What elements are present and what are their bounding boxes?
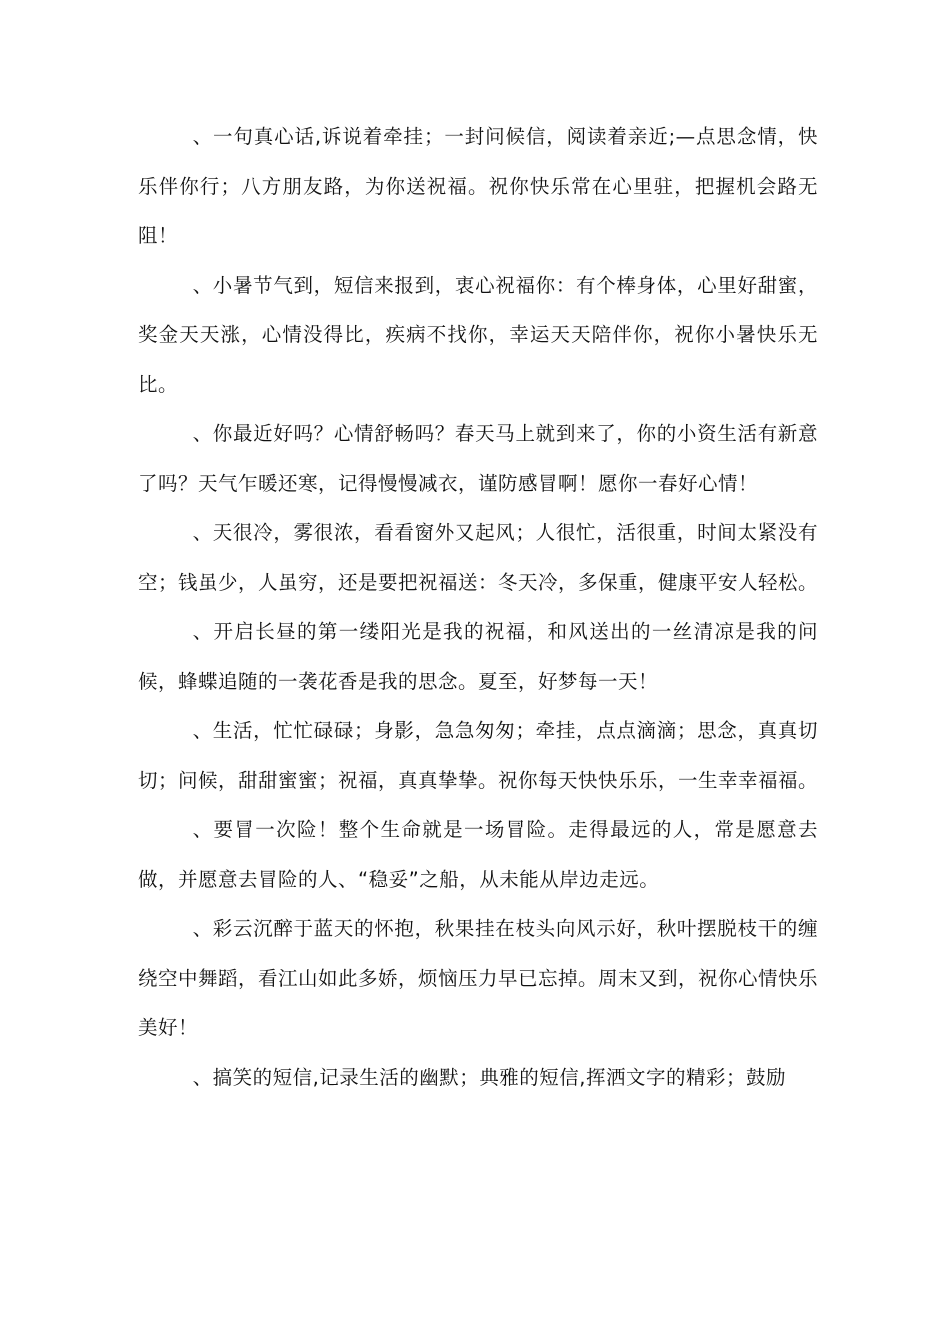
paragraph-5: 、开启长昼的第一缕阳光是我的祝福，和风送出的一丝清凉是我的问候，蜂蝶追随的一袭花香是我的思念。夏至，好梦每一天！ — [138, 620, 818, 693]
paragraph-7: 、要冒一次险！整个生命就是一场冒险。走得最远的人，常是愿意去做，并愿意去冒险的人、“稳妥”之船，从未能从岸边走远。 — [138, 818, 818, 891]
paragraph-2: 、小暑节气到，短信来报到，衷心祝福你：有个棒身体，心里好甜蜜，奖金天天涨，心情没得比，疾病不找你，幸运天天陪伴你，祝你小暑快乐无比。 — [138, 273, 818, 396]
paragraph-1: 、一句真心话,诉说着牵挂；一封问候信，阅读着亲近;—点思念情，快乐伴你行；八方朋友路，为你送祝福。祝你快乐常在心里驻，把握机会路无阻！ — [138, 125, 818, 247]
paragraph-9: 、搞笑的短信,记录生活的幽默；典雅的短信,挥洒文字的精彩；鼓励 — [192, 1065, 786, 1089]
paragraph-6: 、生活，忙忙碌碌；身影，急急匆匆；牵挂，点点滴滴；思念，真真切切；问候，甜甜蜜蜜；祝福，真真挚挚。祝你每天快快乐乐，一生幸幸福福。 — [138, 719, 819, 792]
paragraph-3: 、你最近好吗？心情舒畅吗？春天马上就到来了，你的小资生活有新意了吗？天气乍暖还寒，记得慢慢减衣，谨防感冒啊！愿你一春好心情！ — [138, 422, 818, 495]
document-body — [138, 112, 818, 1102]
paragraph-4: 、天很冷，雾很浓，看看窗外又起风；人很忙，活很重，时间太紧没有空；钱虽少，人虽穷，还是要把祝福送：冬天冷，多保重，健康平安人轻松。 — [138, 521, 819, 594]
paragraph-8: 、彩云沉醉于蓝天的怀抱，秋果挂在枝头向风示好，秋叶摆脱枝干的缠绕空中舞蹈，看江山如此多娇，烦恼压力早已忘掉。周末又到，祝你心情快乐美好！ — [138, 917, 819, 1039]
